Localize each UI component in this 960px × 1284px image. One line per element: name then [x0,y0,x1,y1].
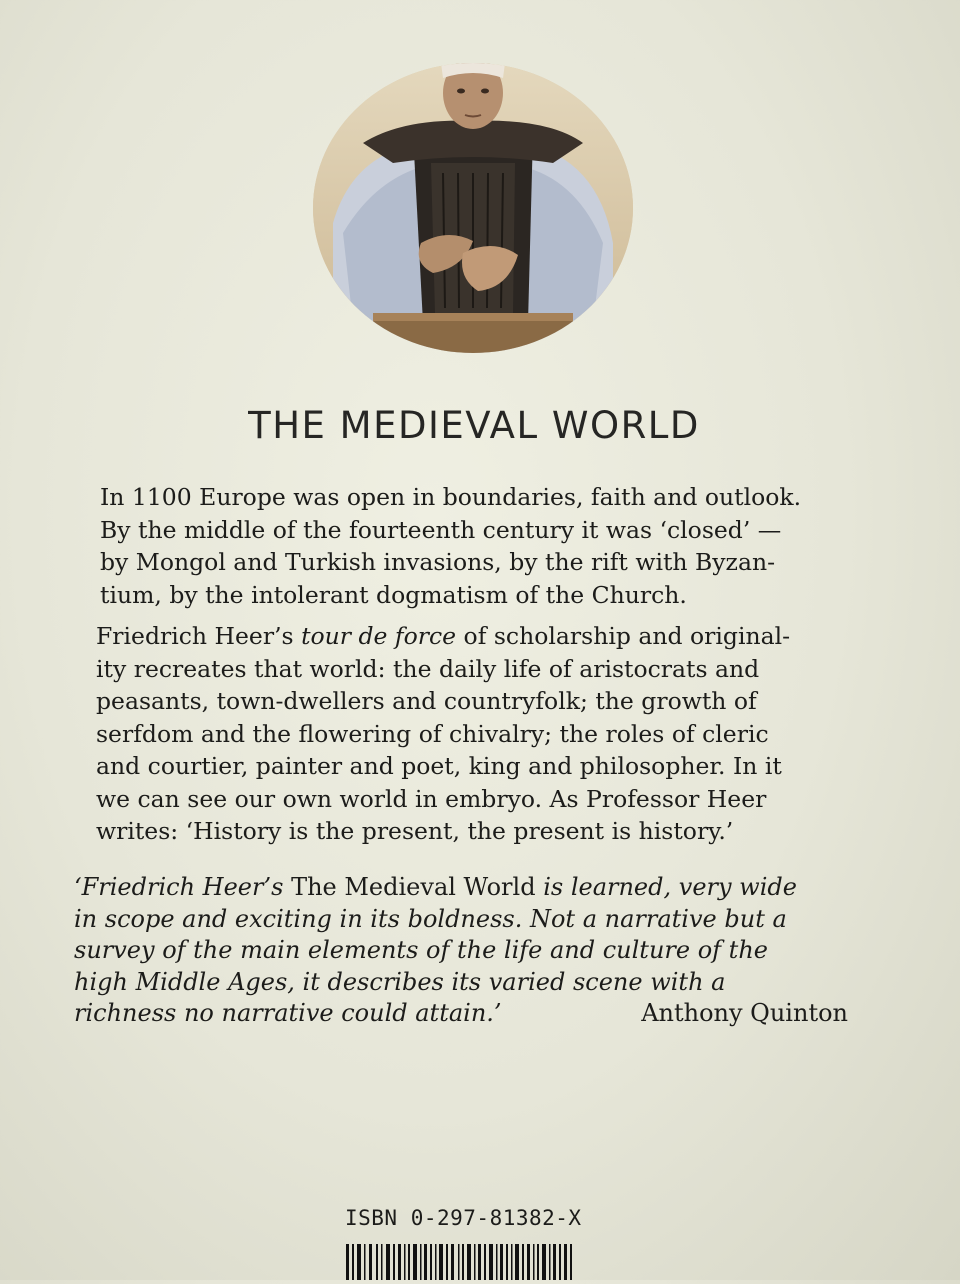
description-paragraph-1 [100,481,845,611]
barcode-image [346,1244,576,1284]
paragraph-line: tium, by the intolerant dogmatism of the Church. [100,580,687,609]
quote-line: survey of the main elements of the life and culture of the [74,936,768,964]
review-quote [74,872,854,1030]
text-run: Friedrich Heer’s [96,622,302,650]
monk-portrait-image [313,63,633,353]
paragraph-line: By the middle of the fourteenth century it was ‘closed’ — [100,515,782,544]
paragraph-line: and courtier, painter and poet, king and philosopher. In it [96,752,782,780]
paragraph-line [96,620,844,653]
quote-line [74,998,848,1030]
text-run: is learned, very wide [535,873,797,901]
description-paragraph-2 [96,620,844,848]
quote-line: high Middle Ages, it describes its varied scene with a [74,967,726,996]
text-run: richness no narrative could attain.’ [74,999,502,1027]
italic-phrase: tour de force [301,622,457,650]
paragraph-line: we can see our own world in embryo. As Professor Heer [96,784,767,813]
quote-attribution: Anthony Quinton [641,999,848,1027]
text-run: ‘Friedrich Heer’s [74,873,292,901]
paragraph-line: serfdom and the flowering of chivalry; the roles of cleric [96,719,769,748]
book-title: THE MEDIEVAL WORLD [248,404,700,447]
paragraph-line: ity recreates that world: the daily life of aristocrats and [96,654,760,683]
quote-line [74,872,854,904]
quote-line: in scope and exciting in its boldness. Not a narrative but a [74,904,787,933]
paragraph-line: In 1100 Europe was open in boundaries, faith and outlook. [100,483,802,511]
book-title-roman: The Medieval World [291,873,536,901]
paragraph-line: writes: ‘History is the present, the present is history.’ [96,817,734,845]
text-run: of scholarship and original- [456,622,791,650]
paragraph-line: peasants, town-dwellers and countryfolk; the growth of [96,687,757,715]
paragraph-line: by Mongol and Turkish invasions, by the rift with Byzan- [100,548,776,576]
isbn-label: ISBN 0-297-81382-X [345,1206,582,1230]
